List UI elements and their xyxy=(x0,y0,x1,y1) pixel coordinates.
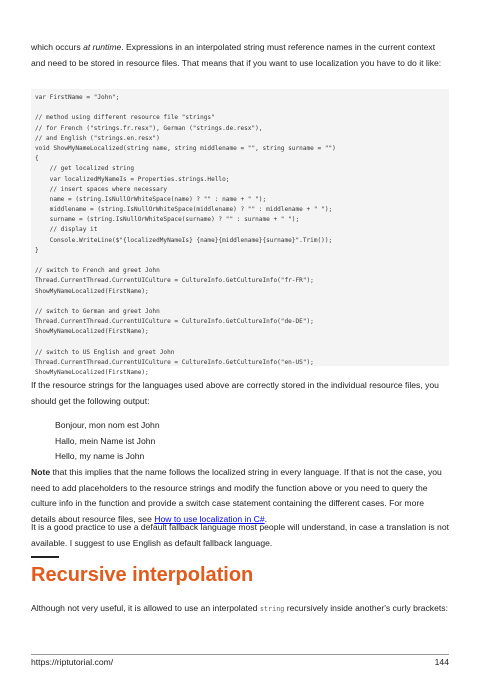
heading-rule xyxy=(31,556,59,558)
code-line: // and English ("strings.en.resx") xyxy=(35,134,160,142)
footer-url-link[interactable]: https://riptutorial.com/ xyxy=(31,657,114,667)
code-line: void ShowMyNameLocalized(string name, string middlename = "", string surname = "") xyxy=(35,144,336,152)
intro-paragraph xyxy=(31,40,449,71)
section-heading: Recursive interpolation xyxy=(31,564,254,586)
code-line: Thread.CurrentThread.CurrentUICulture = CultureInfo.GetCultureInfo("de-DE"); xyxy=(35,318,314,326)
code-line: // method using different resource file "strings" xyxy=(35,114,215,122)
fallback-paragraph: It is a good practice to use a default fallback language most people will understand, in case a translation is not available. I suggest to use English as default fallback language. xyxy=(31,522,450,548)
localization-link[interactable]: How to use localization in C# xyxy=(154,513,265,524)
note-text: that this implies that the name follows the localized string in every language. If that is not the case, you need to add placeholders to the resource strings and modify the function above or you need to query the culture info in the function and provide a switch case statement containing the different cases. For more details about resource files, see xyxy=(31,467,442,524)
code-line: var FirstName = "John"; xyxy=(35,94,120,101)
code-line: name = (string.IsNullOrWhiteSpace(name) ? "" : name + " "); xyxy=(35,195,267,203)
code-line: Thread.CurrentThread.CurrentUICulture = CultureInfo.GetCultureInfo("fr-FR"); xyxy=(35,277,314,285)
code-line: ShowMyNameLocalized(FirstName); xyxy=(35,369,149,377)
code-line xyxy=(35,256,445,266)
code-line: { xyxy=(35,155,39,163)
code-line: Thread.CurrentThread.CurrentUICulture = CultureInfo.GetCultureInfo("en-US"); xyxy=(35,358,314,366)
note-label: Note xyxy=(31,467,51,477)
code-line: // insert spaces where necessary xyxy=(35,185,168,193)
inline-code: string xyxy=(259,605,285,613)
code-line: // for French ("strings.fr.resx"), German ("strings.de.resx"), xyxy=(35,124,263,132)
code-block xyxy=(31,89,449,377)
output-line: Bonjour, mon nom est John xyxy=(55,420,160,430)
code-line: // switch to German and greet John xyxy=(35,307,160,315)
code-line: surname = (string.IsNullOrWhiteSpace(surname) ? "" : surname + " "); xyxy=(35,216,300,224)
intro-text-continued: . Expressions in an interpolated string must reference names in the current context and need to be stored in resource files. That means that if you want to use localization you have to do it like: xyxy=(31,42,442,68)
code-line: middlename = (string.IsNullOrWhiteSpace(middlename) ? "" : middlename + " "); xyxy=(35,206,333,214)
code-line: // switch to French and greet John xyxy=(35,267,160,275)
output-list xyxy=(55,418,160,465)
code-line: // display it xyxy=(35,226,98,234)
intro-emphasis: at runtime xyxy=(83,42,122,52)
page-number: 144 xyxy=(434,657,449,667)
output-line: Hello, my name is John xyxy=(55,451,145,461)
code-line: ShowMyNameLocalized(FirstName); xyxy=(35,328,149,336)
note-paragraph xyxy=(31,465,449,527)
recursive-text: Although not very useful, it is allowed to use an interpolated xyxy=(31,603,260,613)
code-line xyxy=(35,338,445,348)
code-line xyxy=(35,103,445,113)
code-line: ShowMyNameLocalized(FirstName); xyxy=(35,287,149,295)
note-end: . xyxy=(264,513,267,524)
code-line: // get localized string xyxy=(35,165,135,173)
output-line: Hallo, mein Name ist John xyxy=(55,435,156,446)
code-line: // switch to US English and greet John xyxy=(35,348,175,356)
footer-rule xyxy=(31,654,449,655)
code-line: } xyxy=(35,246,39,254)
intro-text: which occurs xyxy=(31,42,84,52)
code-line: Console.WriteLine($"{localizedMyNameIs} {name}{middlename}{surname}".Trim()); xyxy=(35,236,333,244)
recursive-text-continued: recursively inside another's curly brackets: xyxy=(284,603,448,613)
recursive-paragraph xyxy=(31,601,449,618)
output-intro-paragraph: If the resource strings for the languages used above are correctly stored in the individual resource files, you should get the following output: xyxy=(31,380,439,406)
code-line: var localizedMyNameIs = Properties.strings.Hello; xyxy=(35,175,230,183)
code-line xyxy=(35,297,445,307)
